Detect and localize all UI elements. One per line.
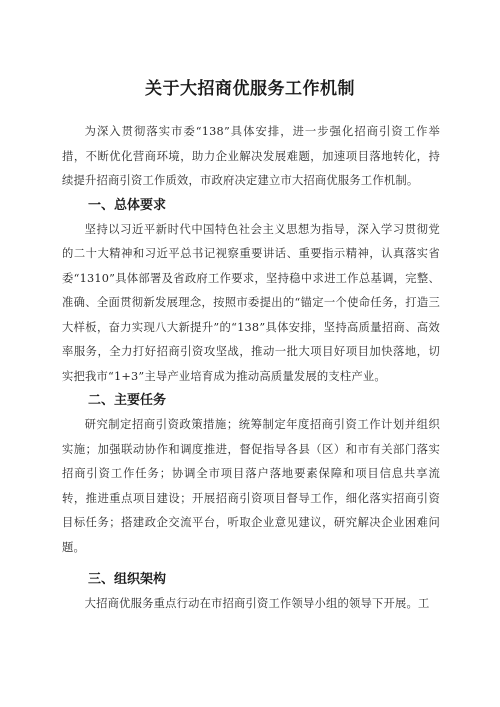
- document-body: [62, 120, 440, 617]
- section-paragraph-main-tasks: 研究制定招商引资政策措施；统筹制定年度招商引资工作计划并组织实施；加强联动协作和调度推进，督促指导各县（区）和市有关部门落实招商引资工作任务；协调全市项目落户落地要素保障和项目信息共享流转，推进重点项目建设；开展招商引资项目督导工作，细化落实招商引资目标任务；搭建政企交流平台，听取企业意见建议，研究解决企业困难问题。: [62, 418, 440, 554]
- section-paragraph-organization: 大招商优服务重点行动在市招商引资工作领导小组的领导下开展。工: [84, 597, 430, 610]
- document-title: 关于大招商优服务工作机制: [145, 79, 355, 99]
- section-heading-main-tasks: 二、主要任务: [88, 393, 167, 408]
- intro-paragraph: 为深入贯彻落实市委“138”具体安排，进一步强化招商引资工作举措，不断优化营商环境，助力企业解决发展难题，加速项目落地转化，持续提升招商引资工作质效，市政府决定建立市大招商优服务工作机制。: [62, 125, 440, 187]
- section-heading-organization: 三、组织架构: [88, 572, 167, 587]
- section-heading-general-requirements: 一、总体要求: [88, 197, 167, 213]
- section-paragraph-general-requirements: 坚持以习近平新时代中国特色社会主义思想为指导，深入学习贯彻党的二十大精神和习近平总书记视察重要讲话、重要指示精神，认真落实省委“1310”具体部署及省政府工作要求，坚持稳中求进工作总基调，完整、准确、全面贯彻新发展理念，按照市委提出的“锚定一个使命任务，打造三大样板，奋力实现八大新提升”的“138”具体安排，坚持高质量招商、高效率服务，全力打好招商引资攻坚战，推动一批大项目好项目加快落地，切实把我市“1+3”主导产业培育成为推动高质量发展的支柱产业。: [62, 222, 440, 383]
